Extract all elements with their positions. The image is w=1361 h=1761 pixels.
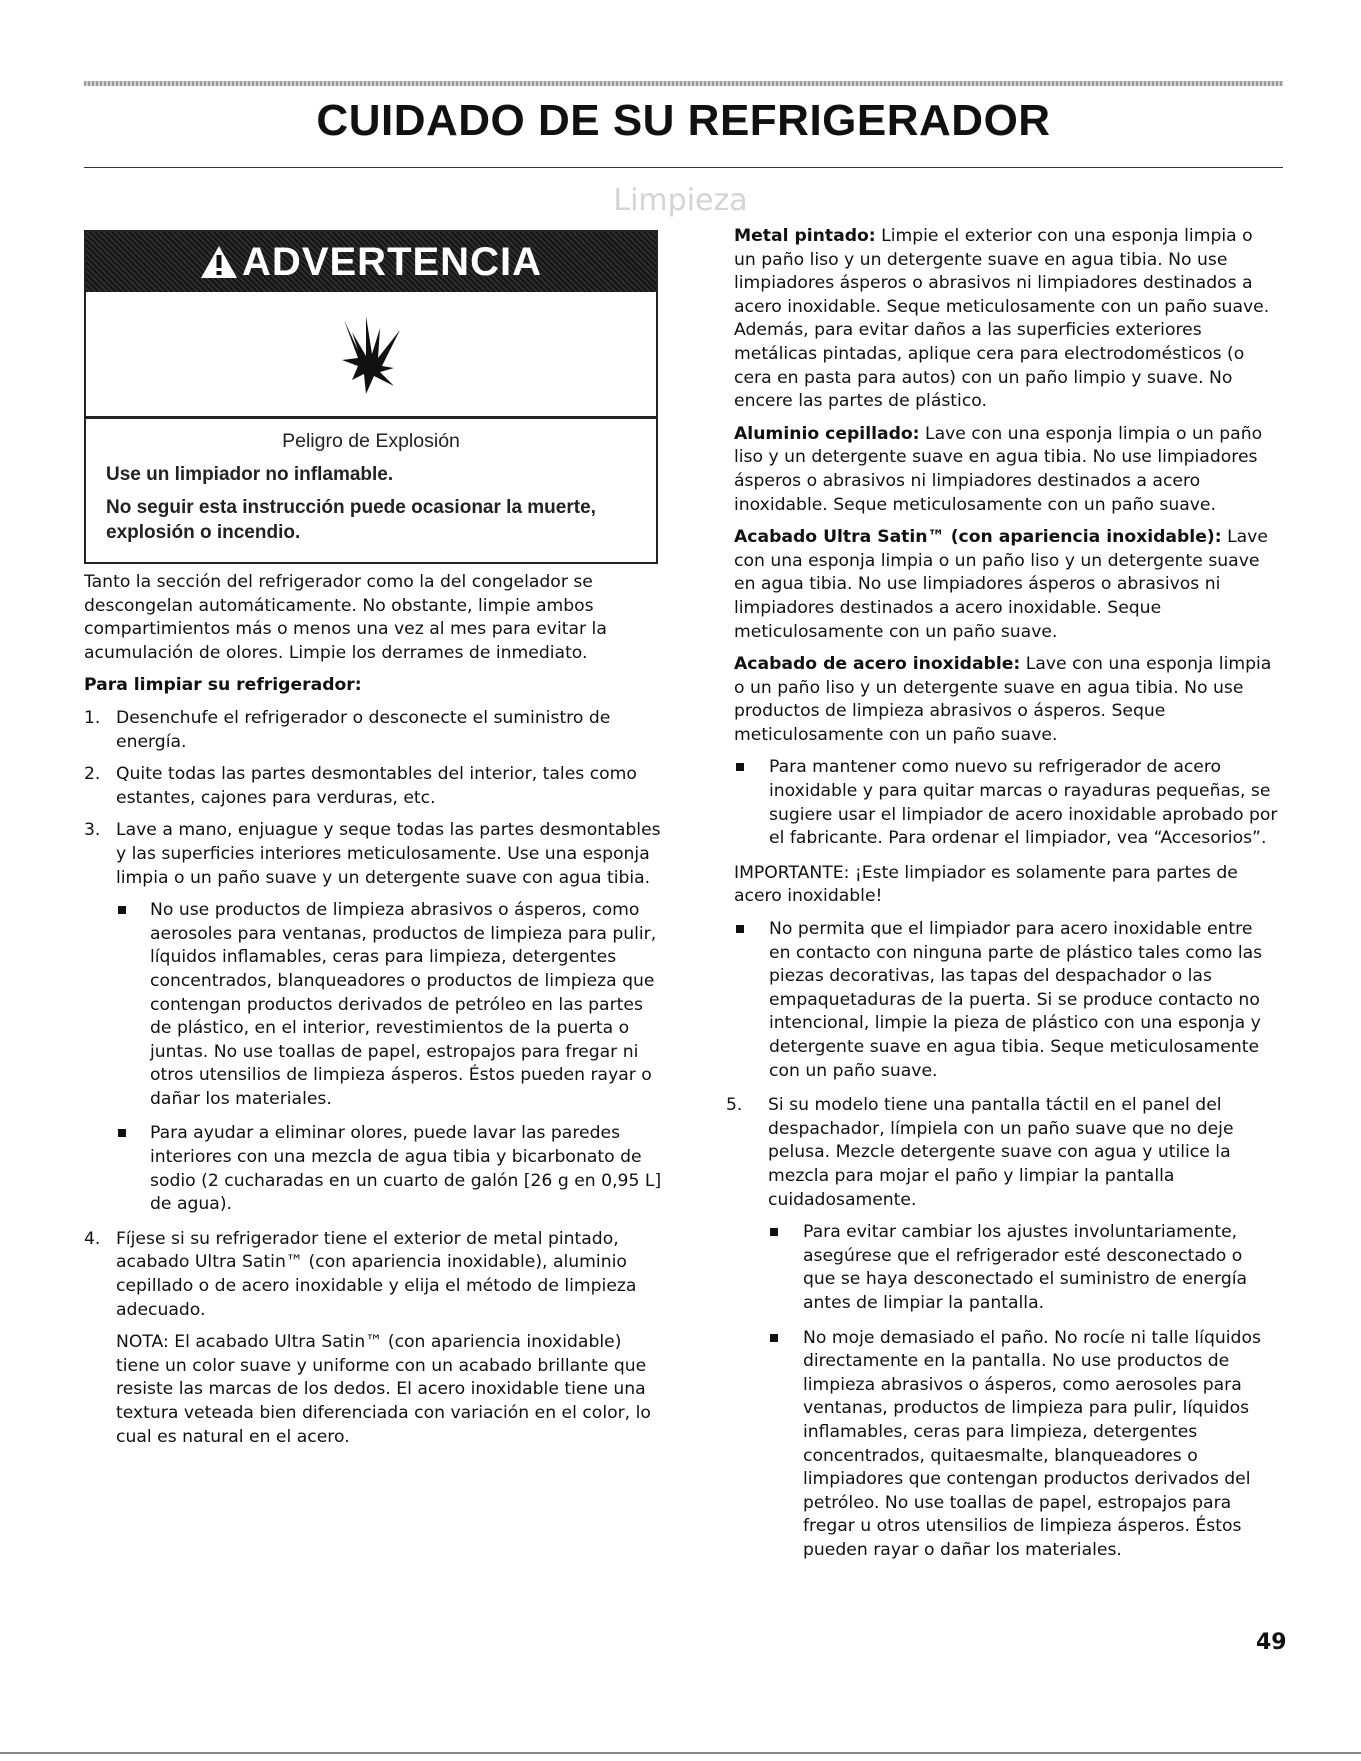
warning-header xyxy=(86,232,656,292)
page-title: CUIDADO DE SU REFRIGERADOR xyxy=(316,96,1051,145)
bullet-text: Para mantener como nuevo su refrigerador de acero inoxidable y para quitar marcas o rayaduras pequeñas, se sugiere usar el limpiador de acero inoxidable aprobado por el fabricante. Para ordenar el limpiador, vea “Accesorios”. xyxy=(769,757,1278,849)
step-number: 5. xyxy=(726,1095,743,1116)
title-rule xyxy=(84,167,1283,168)
step-text: Si su modelo tiene una pantalla táctil en el panel del despachador, límpiela con un paño suave que no deje pelusa. Mezcle detergente suave con agua y utilice la mezcla para mojar el paño y limpiar la pantalla cuidadosamente. xyxy=(768,1095,1234,1210)
bullet-item xyxy=(116,1122,662,1216)
painted-metal-label: Metal pintado: xyxy=(734,226,876,246)
important-text: ¡Este limpiador es solamente para partes de acero inoxidable! xyxy=(734,862,1238,907)
bullet-text: No use productos de limpieza abrasivos o ásperos, como aerosoles para ventanas, productos de limpieza para pulir, líquidos inflamables, ceras para limpieza, detergentes concentrados, blanqueadores o productos de limpieza que contengan productos derivados de petróleo en las partes de plástico, en el interior, revestimientos de la puerta o juntas. No use toallas de papel, estropajos para fregar ni otros utensilios de limpieza ásperos. Éstos pueden rayar o dañar los materiales. xyxy=(150,900,657,1109)
warning-triangle-icon xyxy=(200,245,238,279)
section-title: Limpieza xyxy=(613,183,748,218)
step-5-bullets xyxy=(768,1221,1279,1562)
bullet-square-icon xyxy=(736,763,744,771)
bullet-item xyxy=(768,1221,1279,1315)
note-label: NOTA: xyxy=(116,1332,169,1353)
step-item xyxy=(84,707,662,754)
step-number: 2. xyxy=(84,764,101,785)
stainless-bullets xyxy=(734,756,1279,850)
painted-metal-text: Limpie el exterior con una esponja limpia o un paño liso y un detergente suave en agua tibia. No use limpiadores ásperos o abrasivos ni limpiadores destinados a acero inoxidable. Seque meticulosamente con un paño suave. Además, para evitar daños a las superficies exteriores metálicas pintadas, aplique cera para electrodomésticos (o cera en pasta para autos) con un paño limpio y suave. No encere las partes de plástico. xyxy=(734,226,1270,412)
step-number: 4. xyxy=(84,1228,101,1249)
bullet-square-icon xyxy=(118,906,126,914)
top-rule xyxy=(84,81,1283,86)
warning-body xyxy=(86,419,656,545)
important-paragraph xyxy=(734,862,1279,909)
bullet-text: Para evitar cambiar los ajustes involuntariamente, asegúrese que el refrigerador esté desconectado o que se haya desconectado el suministro de energía antes de limpiar la pantalla. xyxy=(803,1222,1248,1313)
brushed-aluminum-label: Aluminio cepillado: xyxy=(734,423,920,444)
step-5 xyxy=(726,1094,1279,1562)
painted-metal-paragraph xyxy=(734,225,1279,414)
right-column xyxy=(726,225,1279,1573)
step-number: 3. xyxy=(84,820,101,841)
bullet-square-icon xyxy=(118,1129,126,1137)
brushed-aluminum-text: Lave con una esponja limpia o un paño liso y un detergente suave en agua tibia. No use limpiadores ásperos o abrasivos ni limpiadores destinados a acero inoxidable. Seque meticulosamente con un paño suave. xyxy=(734,423,1263,515)
warning-box xyxy=(84,230,658,564)
step-text: Quite todas las partes desmontables del interior, tales como estantes, cajones para verduras, etc. xyxy=(116,764,637,808)
step-3-bullets xyxy=(116,899,662,1217)
cleaning-heading: Para limpiar su refrigerador: xyxy=(84,675,362,696)
bullet-square-icon xyxy=(736,925,744,933)
warning-hazard: Peligro de Explosión xyxy=(282,430,460,452)
stainless-paragraph xyxy=(734,653,1279,747)
step-text: Fíjese si su refrigerador tiene el exterior de metal pintado, acabado Ultra Satin™ (con apariencia inoxidable), aluminio cepillado o de acero inoxidable y elija el método de limpieza adecuado. xyxy=(116,1228,637,1320)
warning-line-2: No seguir esta instrucción puede ocasionar la muerte, explosión o incendio. xyxy=(106,497,596,543)
bullet-item xyxy=(768,1327,1279,1563)
bullet-item xyxy=(734,918,1279,1083)
step-text: Desenchufe el refrigerador o desconecte el suministro de energía. xyxy=(116,707,611,752)
intro-paragraph: Tanto la sección del refrigerador como la del congelador se descongelan automáticamente. No obstante, limpie ambos compartimientos más o menos una vez al mes para evitar la acumulación de olores. Limpie los derrames de inmediato. xyxy=(84,572,607,663)
stainless-text: Lave con una esponja limpia o un paño liso y un detergente suave en agua tibia. No use productos de limpieza abrasivos o ásperos. Seque meticulosamente con un paño suave. xyxy=(734,654,1272,745)
bullet-square-icon xyxy=(770,1334,778,1342)
brushed-aluminum-paragraph xyxy=(734,423,1279,517)
warning-line-1: Use un limpiador no inflamable. xyxy=(106,464,394,485)
left-column xyxy=(84,571,662,1458)
bottom-rule xyxy=(0,1752,1361,1754)
page-number: 49 xyxy=(1256,1630,1287,1655)
note-paragraph xyxy=(116,1331,662,1449)
step-item xyxy=(84,1228,662,1449)
explosion-icon-area xyxy=(86,292,656,419)
important-label: IMPORTANTE: xyxy=(734,862,850,883)
step-item xyxy=(84,763,662,810)
bullet-text: No permita que el limpiador para acero inoxidable entre en contacto con ninguna parte de plástico tales como las piezas decorativas, las tapas del despachador o las empaquetaduras de la puerta. Si se produce contacto no intencional, limpie la pieza de plástico con una esponja y detergente suave en agua tibia. Seque meticulosamente con un paño suave. xyxy=(769,919,1263,1081)
step-number: 1. xyxy=(84,707,101,728)
bullet-text: Para ayudar a eliminar olores, puede lavar las paredes interiores con una mezcla de agua tibia y bicarbonato de sodio (2 cucharadas en un cuarto de galón [26 g en 0,95 L] de agua). xyxy=(150,1123,662,1215)
important-bullets xyxy=(734,918,1279,1083)
steps-list xyxy=(84,707,662,1449)
warning-label: ADVERTENCIA xyxy=(242,239,542,284)
bullet-item xyxy=(734,756,1279,850)
bullet-item xyxy=(116,899,662,1111)
ultra-satin-paragraph xyxy=(734,526,1279,644)
stainless-label: Acabado de acero inoxidable: xyxy=(734,654,1021,675)
step-text: Lave a mano, enjuague y seque todas las partes desmontables y las superficies interiores meticulosamente. Use una esponja limpia o un paño suave y un detergente suave con agua tibia. xyxy=(116,820,661,888)
bullet-square-icon xyxy=(770,1228,778,1236)
ultra-satin-label: Acabado Ultra Satin™ (con apariencia inoxidable): xyxy=(734,527,1222,548)
note-text: El acabado Ultra Satin™ (con apariencia inoxidable) tiene un color suave y uniforme con un acabado brillante que resiste las marcas de los dedos. El acero inoxidable tiene una textura veteada bien diferenciada con variación en el color, lo cual es natural en el acero. xyxy=(116,1332,651,1447)
explosion-icon xyxy=(336,310,406,398)
bullet-text: No moje demasiado el paño. No rocíe ni talle líquidos directamente en la pantalla. No use productos de limpieza abrasivos o ásperos, como aerosoles para ventanas, productos de limpieza para pulir, líquidos inflamables, ceras para limpieza, detergentes concentrados, quitaesmalte, blanqueadores o limpiadores que contengan productos derivados del petróleo. No use toallas de papel, estropajos para fregar u otros utensilios de limpieza ásperos. Éstos pueden rayar o dañar los materiales. xyxy=(803,1327,1261,1560)
step-item xyxy=(84,819,662,1217)
ultra-satin-text: Lave con una esponja limpia o un paño liso y un detergente suave en agua tibia. No use limpiadores ásperos o abrasivos ni limpiadores destinados a acero inoxidable. Seque meticulosamente con un paño suave. xyxy=(734,527,1268,642)
